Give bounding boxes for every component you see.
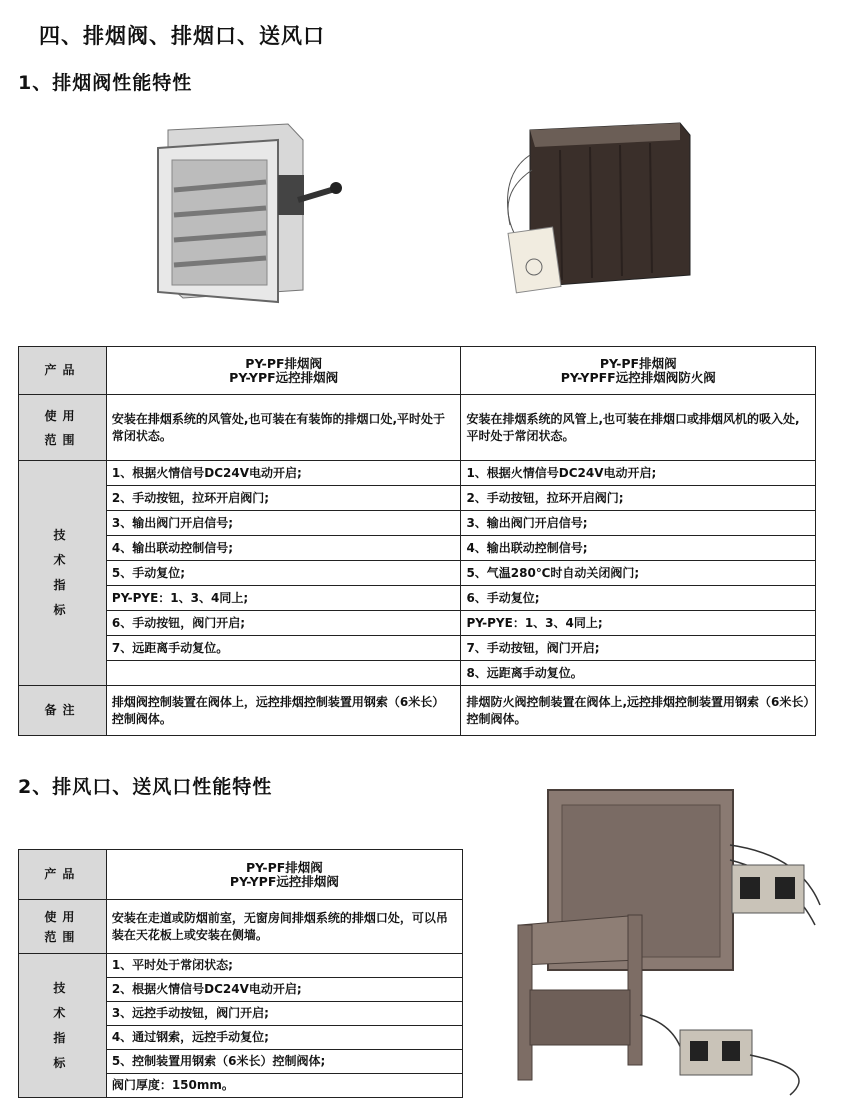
subsection-title-2: 2、排风口、送风口性能特性 — [18, 776, 273, 798]
spec-col1 — [106, 661, 461, 686]
usage-label: 使用 范围 — [19, 395, 107, 461]
spec-item: 3、远控手动按钮，阀门开启; — [106, 1002, 462, 1026]
spec-item: 4、通过钢索，远控手动复位; — [106, 1026, 462, 1050]
smoke-damper-photo — [138, 120, 348, 310]
usage-label: 使用 范围 — [19, 900, 107, 954]
smoke-damper-spec-table — [18, 346, 816, 736]
tech-label: 技 术 指 标 — [19, 954, 107, 1098]
spec-col2: 1、根据火情信号DC24V电动开启; — [461, 461, 816, 486]
usage-col2: 安装在排烟系统的风管上,也可装在排烟口或排烟风机的吸入处,平时处于常闭状态。 — [461, 395, 816, 461]
product-header-col2: PY-PF排烟阀 PY-YPFF远控排烟阀防火阀 — [461, 347, 816, 395]
spec-col2: 8、远距离手动复位。 — [461, 661, 816, 686]
spec-col2: 7、手动按钮，阀门开启; — [461, 636, 816, 661]
product-label: 产品 — [19, 850, 107, 900]
note-col1: 排烟阀控制装置在阀体上，远控排烟控制装置用钢索（6米长）控制阀体。 — [106, 686, 461, 736]
spec-col2: 6、手动复位; — [461, 586, 816, 611]
spec-col1: 3、输出阀门开启信号; — [106, 511, 461, 536]
spec-col2: 3、输出阀门开启信号; — [461, 511, 816, 536]
section-title: 四、排烟阀、排烟口、送风口 — [39, 24, 325, 48]
smoke-fire-damper-photo — [490, 115, 700, 310]
tech-label: 技 术 指 标 — [19, 461, 107, 686]
spec-item: 1、平时处于常闭状态; — [106, 954, 462, 978]
note-col2: 排烟防火阀控制装置在阀体上,远控排烟控制装置用钢索（6米长）控制阀体。 — [461, 686, 816, 736]
spec-col1: 1、根据火情信号DC24V电动开启; — [106, 461, 461, 486]
spec-col2: 4、输出联动控制信号; — [461, 536, 816, 561]
spec-col2: 2、手动按钮，拉环开启阀门; — [461, 486, 816, 511]
spec-col1: PY-PYE：1、3、4同上; — [106, 586, 461, 611]
subsection-title-1: 1、排烟阀性能特性 — [18, 72, 193, 94]
spec-col2: 5、气温280℃时自动关闭阀门; — [461, 561, 816, 586]
spec-col1: 6、手动按钮，阀门开启; — [106, 611, 461, 636]
spec-col2: PY-PYE：1、3、4同上; — [461, 611, 816, 636]
exhaust-outlet-photo — [500, 785, 830, 1105]
product-label: 产品 — [19, 347, 107, 395]
spec-item: 2、根据火情信号DC24V电动开启; — [106, 978, 462, 1002]
note-label: 备注 — [19, 686, 107, 736]
product-header-col1: PY-PF排烟阀 PY-YPF远控排烟阀 — [106, 347, 461, 395]
spec-col1: 7、远距离手动复位。 — [106, 636, 461, 661]
spec-col1: 2、手动按钮，拉环开启阀门; — [106, 486, 461, 511]
spec-item: 5、控制装置用钢索（6米长）控制阀体; — [106, 1050, 462, 1074]
usage-col1: 安装在排烟系统的风管处,也可装在有装饰的排烟口处,平时处于常闭状态。 — [106, 395, 461, 461]
exhaust-outlet-spec-table — [18, 849, 463, 1098]
usage-text: 安装在走道或防烟前室，无窗房间排烟系统的排烟口处，可以吊装在天花板上或安装在侧墙。 — [106, 900, 462, 954]
spec-item: 阀门厚度：150mm。 — [106, 1074, 462, 1098]
product-header: PY-PF排烟阀 PY-YPF远控排烟阀 — [106, 850, 462, 900]
spec-col1: 4、输出联动控制信号; — [106, 536, 461, 561]
spec-col1: 5、手动复位; — [106, 561, 461, 586]
